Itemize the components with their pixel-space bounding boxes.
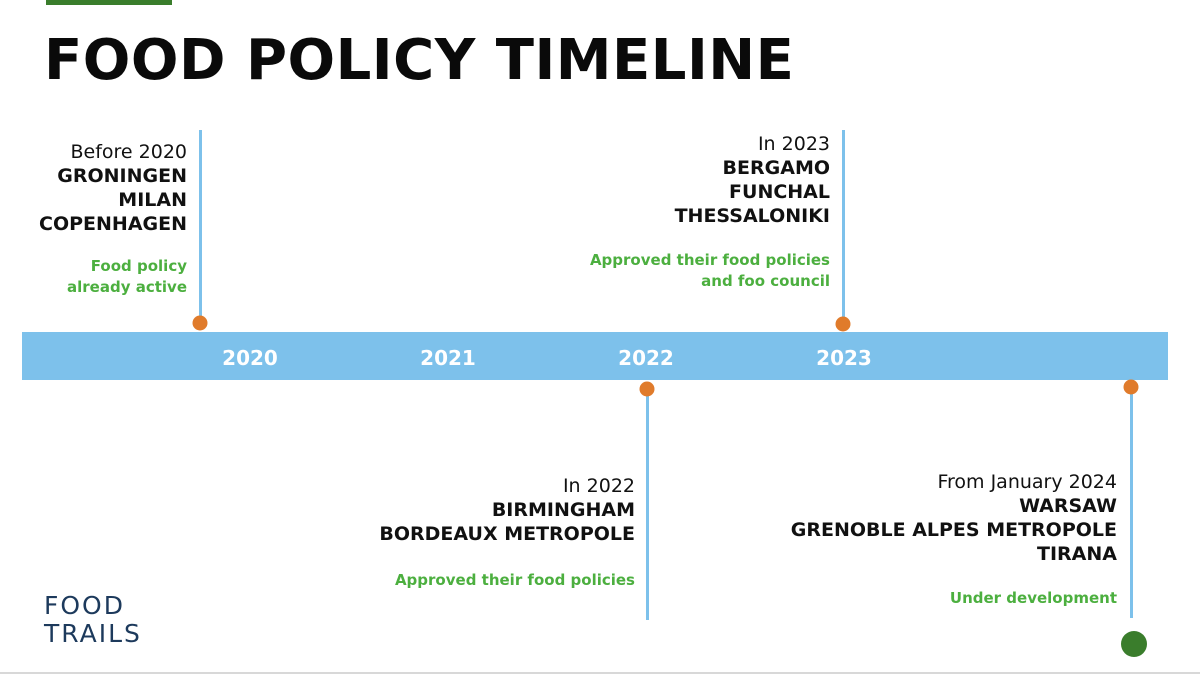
event-city: TIRANA <box>1037 543 1117 565</box>
event-city: BIRMINGHAM <box>491 499 635 521</box>
event-period: In 2023 <box>757 133 830 155</box>
event-before-2020 <box>39 140 187 298</box>
timeline-axis <box>22 332 1168 380</box>
event-city: THESSALONIKI <box>674 205 830 227</box>
event-status-line: Food policy <box>90 257 187 275</box>
event-status <box>379 570 635 591</box>
logo-line-1: FOOD <box>44 591 125 620</box>
marker-2023 <box>836 317 851 332</box>
accent-bar <box>46 0 172 5</box>
year-label-2022: 2022 <box>618 346 674 370</box>
marker-before-2020 <box>193 316 208 331</box>
event-status <box>39 256 187 298</box>
year-label-2023: 2023 <box>816 346 872 370</box>
year-label-2020: 2020 <box>222 346 278 370</box>
event-status-line: Under development <box>949 589 1117 607</box>
page-title: FOOD POLICY TIMELINE <box>44 28 795 93</box>
connector-2023 <box>842 130 845 323</box>
event-status-line: already active <box>67 278 187 296</box>
end-marker <box>1121 631 1147 657</box>
event-city: GRONINGEN <box>57 165 187 187</box>
event-city: GRENOBLE ALPES METROPOLE <box>790 519 1117 541</box>
marker-2022 <box>640 382 655 397</box>
event-status <box>791 588 1117 609</box>
event-status-line: and foo council <box>701 272 830 290</box>
event-city: BORDEAUX METROPOLE <box>379 523 635 545</box>
event-city: WARSAW <box>1019 495 1117 517</box>
year-label-2021: 2021 <box>420 346 476 370</box>
event-status <box>590 250 830 292</box>
connector-2022 <box>646 390 649 620</box>
connector-2024 <box>1130 390 1133 618</box>
event-city: BERGAMO <box>722 157 830 179</box>
food-trails-logo <box>44 592 164 658</box>
event-period: In 2022 <box>562 475 635 497</box>
event-city: COPENHAGEN <box>39 213 187 235</box>
event-2022 <box>379 474 635 591</box>
event-status-line: Approved their food policies <box>589 251 830 269</box>
event-city: MILAN <box>118 189 187 211</box>
connector-before-2020 <box>199 130 202 323</box>
event-2024 <box>791 470 1117 609</box>
marker-2024 <box>1124 380 1139 395</box>
event-period: Before 2020 <box>70 141 187 163</box>
event-city: FUNCHAL <box>729 181 830 203</box>
event-2023 <box>590 132 830 292</box>
event-period: From January 2024 <box>937 471 1117 493</box>
logo-line-2: TRAILS <box>44 619 142 648</box>
bottom-divider <box>0 672 1200 674</box>
event-status-line: Approved their food policies <box>394 571 635 589</box>
